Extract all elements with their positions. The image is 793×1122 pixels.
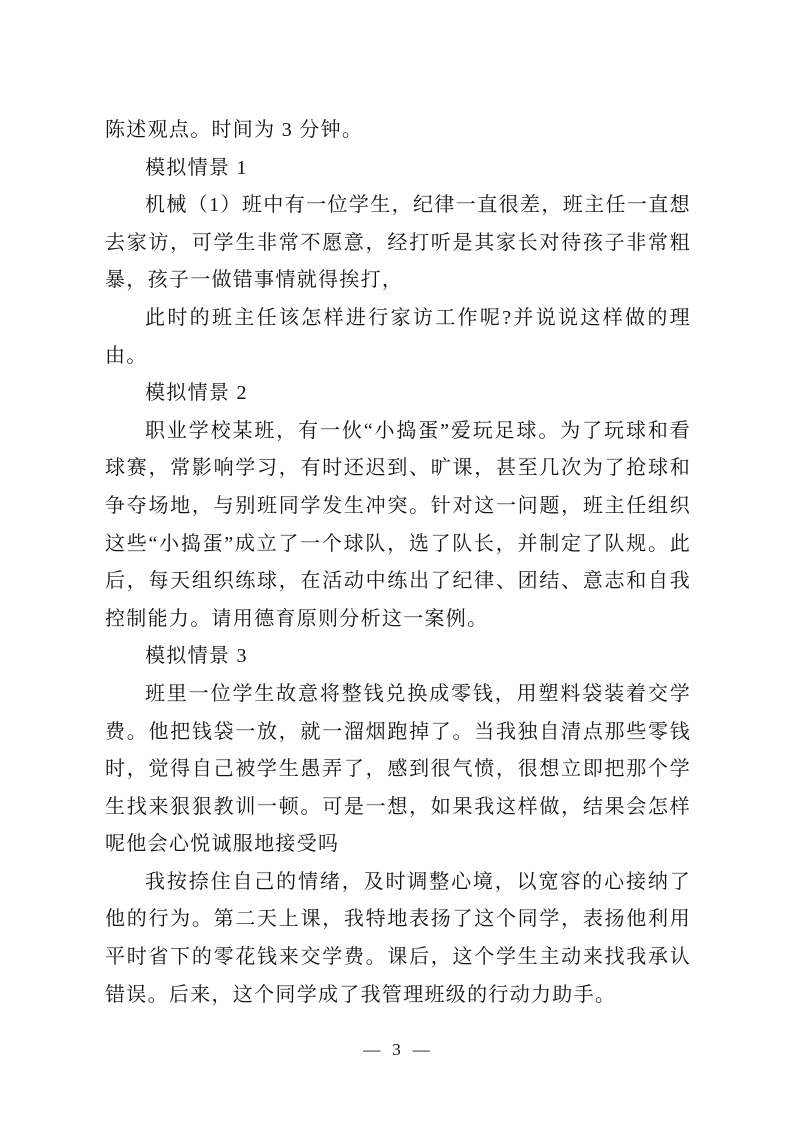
scenario-1-question: 此时的班主任该怎样进行家访工作呢?并说说这样做的理由。: [105, 306, 691, 367]
scenario-2-body: 职业学校某班，有一伙“小捣蛋”爱玩足球。为了玩球和看球赛，常影响学习，有时还迟到、旷课，甚至几次为了抢球和争夺场地，与别班同学发生冲突。针对这一问题，班主任组织这些“小捣蛋”成立了一个球队，选了队长，并制定了队规。此后，每天组织练球，在活动中练出了纪律、团结、意志和自我控制能力。请用德育原则分析这一案例。: [105, 419, 691, 630]
paragraph-continuation: 陈述观点。时间为 3 分钟。: [105, 119, 364, 141]
document-content: [105, 112, 691, 1014]
scenario-2-heading: 模拟情景 2: [145, 382, 248, 405]
footer-left-dash: —: [363, 1040, 381, 1059]
scenario-3-heading: 模拟情景 3: [145, 645, 248, 668]
footer-right-dash: —: [412, 1040, 430, 1059]
scenario-1-heading: 模拟情景 1: [145, 156, 248, 179]
page-footer: [0, 1040, 793, 1060]
scenario-1-body: 机械（1）班中有一位学生，纪律一直很差，班主任一直想去家访，可学生非常不愿意，经打听是其家长对待孩子非常粗暴，孩子一做错事情就得挨打，: [105, 194, 691, 292]
page-number: 3: [392, 1040, 401, 1059]
scenario-3-resolution: 我按捺住自己的情绪，及时调整心境，以宽容的心接纳了他的行为。第二天上课，我特地表扬了这个同学，表扬他利用平时省下的零花钱来交学费。课后，这个学生主动来找我承认错误。后来，这个同学成了我管理班级的行动力助手。: [105, 870, 691, 1006]
scenario-3-body: 班里一位学生故意将整钱兑换成零钱，用塑料袋装着交学费。他把钱袋一放，就一溜烟跑掉了。当我独自清点那些零钱时，觉得自己被学生愚弄了，感到很气愤，很想立即把那个学生找来狠狠教训一顿。可是一想，如果我这样做，结果会怎样呢他会心悦诚服地接受吗: [105, 682, 691, 856]
